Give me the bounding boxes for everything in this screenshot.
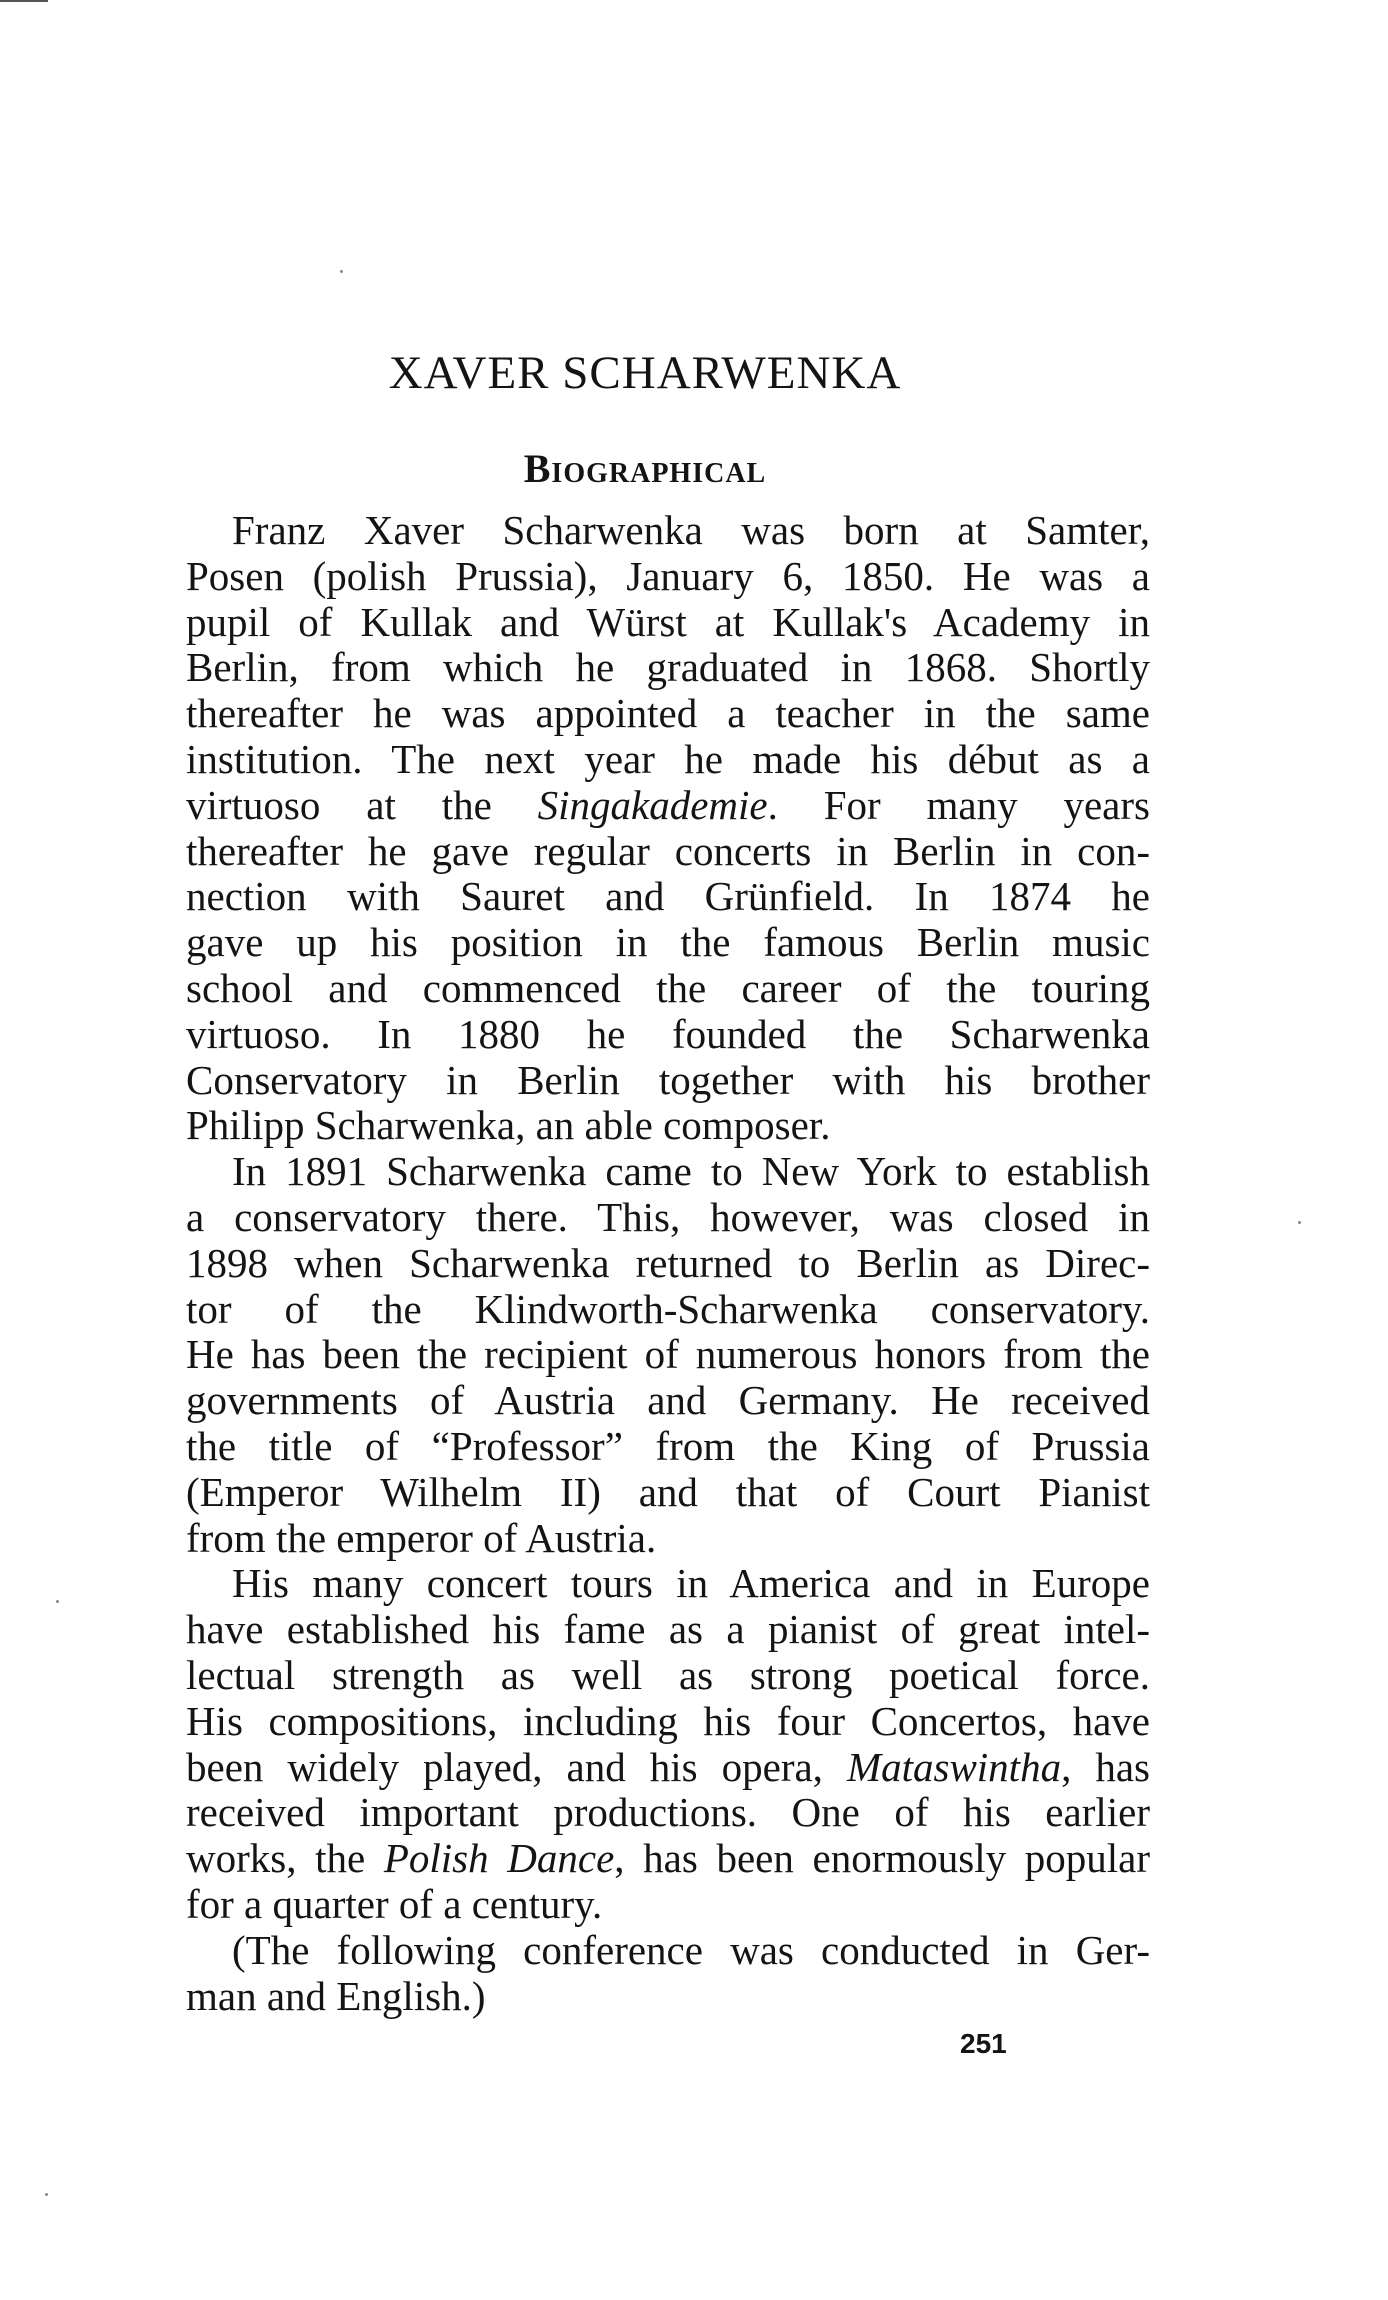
text-line: thereafter he was appointed a teacher in the same	[186, 691, 1150, 737]
text-line: His compositions, including his four Concertos, have	[186, 1698, 1150, 1744]
text-line: thereafter he gave regular concerts in Berlin in con-	[186, 828, 1150, 874]
text-line: a conservatory there. This, however, was closed in	[186, 1194, 1150, 1240]
scan-mark	[0, 0, 48, 2]
body-text	[140, 508, 1150, 2019]
page-title: XAVER SCHARWENKA	[388, 347, 902, 399]
scan-speck	[56, 1600, 59, 1603]
text-line: received important productions. One of his earlier	[186, 1790, 1150, 1836]
text-line: He has been the recipient of numerous honors from the	[186, 1332, 1150, 1378]
text-line: (The following conference was conducted in Ger-	[232, 1927, 1150, 1973]
text-line: Conservatory in Berlin together with his brother	[186, 1057, 1150, 1103]
scan-speck	[45, 2193, 48, 2196]
text-line: governments of Austria and Germany. He received	[186, 1378, 1150, 1424]
text-line: Philipp Scharwenka, an able composer.	[186, 1103, 831, 1149]
text-line: 1898 when Scharwenka returned to Berlin as Direc-	[186, 1240, 1150, 1286]
text-line: works, the Polish Dance, has been enormously popular	[186, 1836, 1150, 1882]
text-line: virtuoso at the Singakademie. For many years	[186, 782, 1150, 828]
text-line: In 1891 Scharwenka came to New York to establish	[232, 1149, 1150, 1195]
paragraph	[140, 508, 1150, 1149]
text-line: man and English.)	[186, 1973, 486, 2019]
text-line: Berlin, from which he graduated in 1868. Shortly	[186, 645, 1150, 691]
paragraph	[140, 1561, 1150, 1927]
page-number: 251	[960, 2028, 1007, 2059]
text-line: from the emperor of Austria.	[186, 1515, 657, 1561]
text-line: Franz Xaver Scharwenka was born at Samter,	[232, 508, 1150, 553]
paragraph	[140, 1149, 1150, 1561]
text-line: pupil of Kullak and Würst at Kullak's Academy in	[186, 599, 1150, 645]
scan-speck	[1298, 1221, 1301, 1224]
text-line: tor of the Klindworth-Scharwenka conservatory.	[186, 1286, 1150, 1332]
text-line: virtuoso. In 1880 he founded the Scharwenka	[186, 1011, 1150, 1057]
text-line: been widely played, and his opera, Mataswintha, has	[186, 1744, 1150, 1790]
text-line: institution. The next year he made his début as a	[186, 736, 1150, 782]
scan-speck	[340, 270, 343, 273]
text-line: nection with Sauret and Grünfield. In 1874 he	[186, 874, 1150, 920]
paragraph	[140, 1928, 1150, 2020]
text-line: school and commenced the career of the touring	[186, 965, 1150, 1011]
text-line: have established his fame as a pianist of great intel-	[186, 1607, 1150, 1653]
text-line: (Emperor Wilhelm II) and that of Court Pianist	[186, 1469, 1150, 1515]
text-line: the title of “Professor” from the King of Prussia	[186, 1423, 1150, 1469]
text-line: Posen (polish Prussia), January 6, 1850. He was a	[186, 553, 1150, 599]
section-heading: Biographical	[523, 446, 767, 491]
text-line: His many concert tours in America and in Europe	[232, 1561, 1150, 1607]
text-line: lectual strength as well as strong poetical force.	[186, 1652, 1150, 1698]
text-line: for a quarter of a century.	[186, 1881, 603, 1927]
text-line: gave up his position in the famous Berlin music	[186, 920, 1150, 966]
